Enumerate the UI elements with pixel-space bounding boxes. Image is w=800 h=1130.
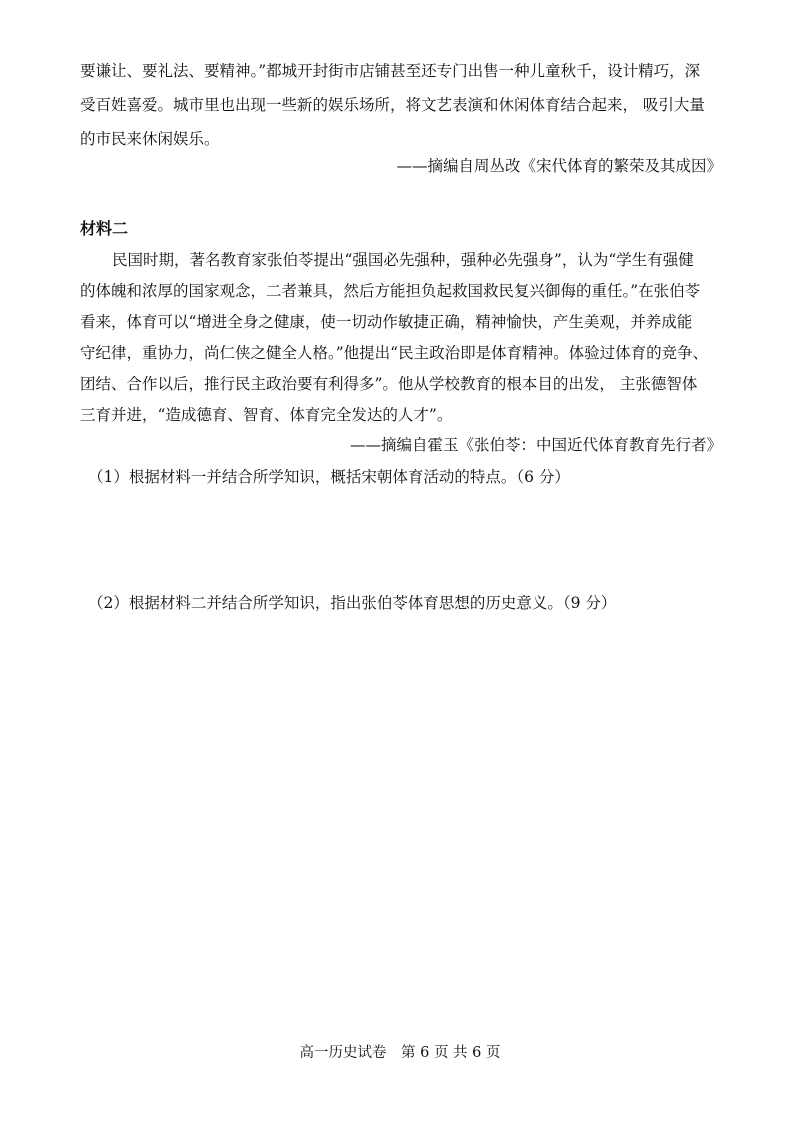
material2-source: ——摘编自霍玉《张伯苓：中国近代体育教育先行者》 (349, 436, 722, 454)
material2-line-1: 民国时期，著名教育家张伯苓提出“强国必先强种，强种必先强身”，认为“学生有强健 (112, 251, 694, 269)
material1-line-1: 要谦让、要礼法、要精神。”都城开封街市店铺甚至还专门出售一种儿童秋千，设计精巧，深 (80, 62, 701, 80)
material1-source: ——摘编自周丛改《宋代体育的繁荣及其成因》 (396, 157, 722, 175)
material2-line-5: 团结、合作以后，推行民主政治要有利得多”。他从学校教育的根本目的出发， 主张德智体 (80, 375, 698, 393)
material2-line-3: 看来，体育可以“增进全身之健康，使一切动作敏捷正确，精神愉快，产生美观，并养成能 (80, 313, 693, 331)
material1-line-3: 的市民来休闲娱乐。 (80, 130, 220, 148)
material1-line-2: 受百姓喜爱。城市里也出现一些新的娱乐场所，将文艺表演和休闲体育结合起来， 吸引大量 (80, 96, 705, 114)
material2-line-6: 三育并进，“造成德育、智育、体育完全发达的人才”。 (80, 406, 453, 424)
material2-heading: 材料二 (80, 219, 129, 238)
question-2: （2）根据材料二并结合所学知识，指出张伯苓体育思想的历史意义。（9 分） (88, 594, 617, 612)
question-1: （1）根据材料一并结合所学知识，概括宋朝体育活动的特点。（6 分） (88, 468, 570, 486)
material2-line-4: 守纪律，重协力，尚仁侠之健全人格。”他提出“民主政治即是体育精神。体验过体育的竞争、 (80, 344, 709, 362)
material2-line-2: 的体魄和浓厚的国家观念，二者兼具，然后方能担负起救国救民复兴御侮的重任。”在张伯苓 (80, 282, 701, 300)
page-footer: 高一历史试卷 第 6 页 共 6 页 (299, 1045, 501, 1061)
